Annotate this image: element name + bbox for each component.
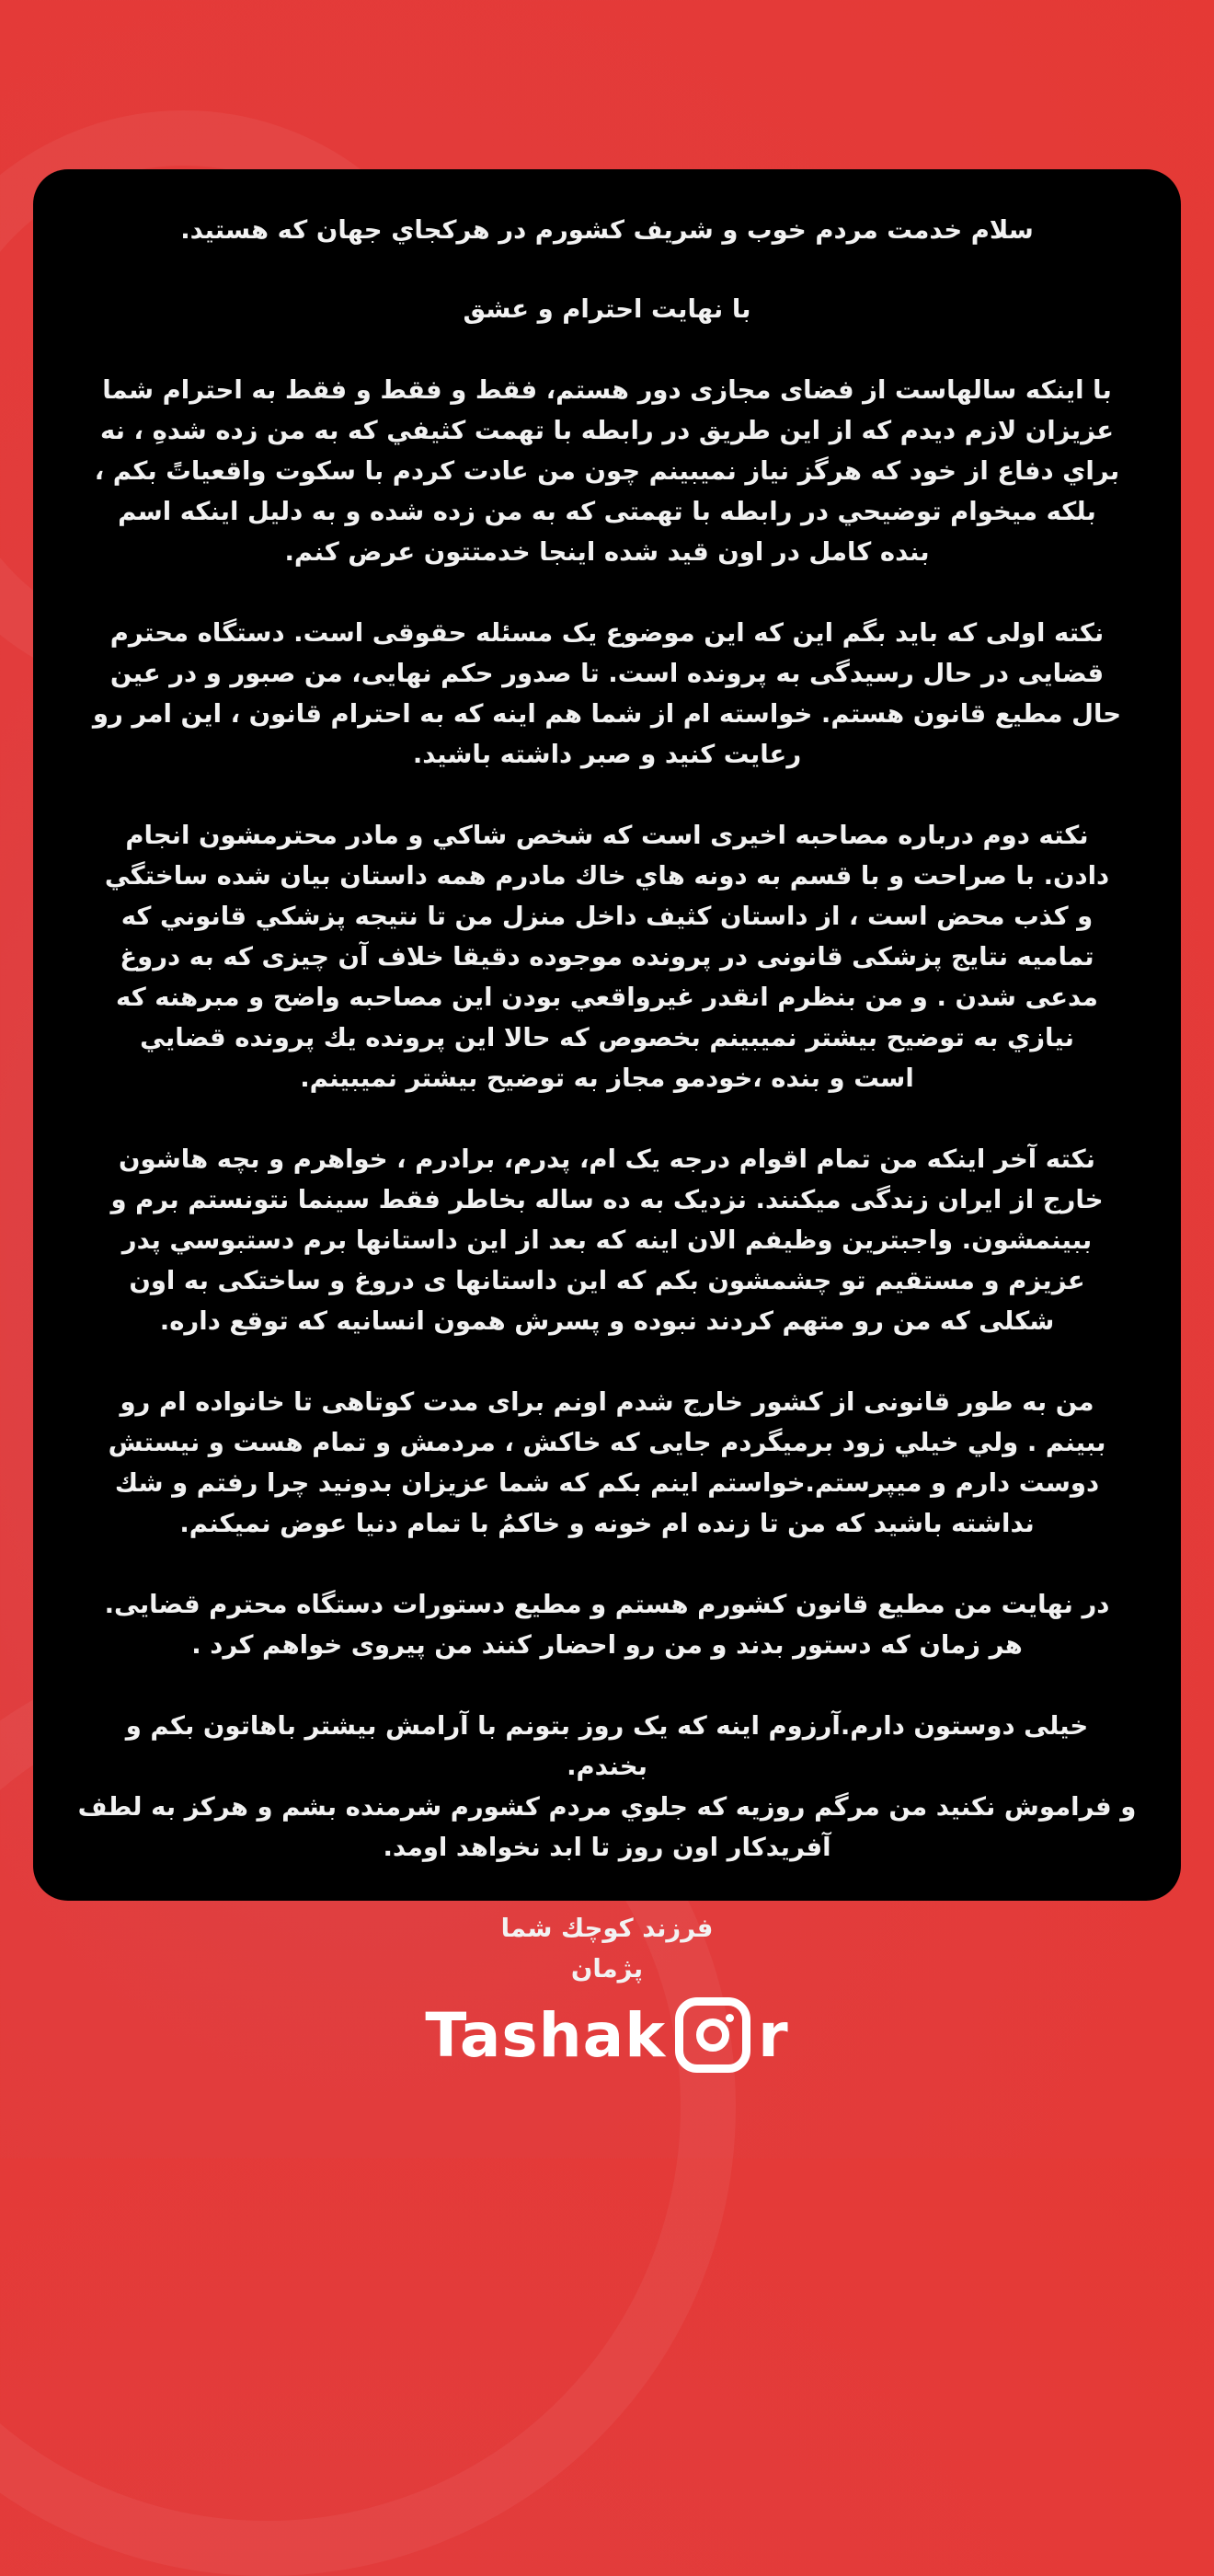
statement-paragraph: با اینکه سالهاست از فضای مجازی دور هستم، فقط و فقط و فقط به احترام شما عزیزان لازم دیدم که از این طریق در رابطه با تهمت کثیفي که به من زده شدهِ ، نه براي دفاع از خود که هرگز نیاز نمیبینم چون من عادت کردم با سکوت واقعیاتً بکم ، بلکه میخوام توضیحي در رابطه با تهمتی که به من زده شده و به دلیل اینکه اسم بنده کامل در اون قید شده اینجا خدمتتون عرض کنم.: [94, 375, 1120, 567]
camera-dot-icon: [726, 2014, 734, 2022]
camera-lens-icon: [696, 2018, 729, 2052]
signature-line: فرزند کوچك شما: [500, 1914, 714, 1943]
salutation-line: با نهایت احترام و عشق: [463, 294, 751, 324]
statement-paragraph: من به طور قانونی از کشور خارج شدم اونم برای مدت کوتاهی تا خانواده ام رو ببینم . ولي خیلي زود برمیگردم جایی که خاکش ، مردمش و تمام هست و نیستش دوست دارم و میپرستم.خواستم اینم بکم که شما عزیزان بدونید چرا رفتم و شك نداشته باشید که من تا زنده ام خونه و خاکمُ با تمام دنیا عوض نمیکنم.: [108, 1387, 1106, 1538]
brand-text-end: r: [758, 1999, 789, 2071]
brand-text-start: Tashak: [425, 1999, 667, 2071]
statement-paragraph: نکته دوم درباره مصاحبه اخیری است که شخص شاکي و مادر محترمشون انجام دادن. با صراحت و با قسم به دونه هاي خاك مادرم همه داستان بیان شده ساختگي و کذب محض است ، از داستان کثیف داخل منزل من تا نتیجه پزشکي قانوني که تمامیه نتایج پزشکی قانونی در پرونده موجوده دقیقا خلاف آن چیزی که به دروغ مدعی شدن . و من بنظرم انقدر غیرواقعي بودن این مصاحبه واضح و مبرهنه که نیازي به توضیح بیشتر نمیبینم بخصوص که حالا این پرونده یك پرونده قضایي است و بنده ،خودمو مجاز به توضیح بیشتر نمیبینم.: [104, 821, 1110, 1093]
signature-name: پژمان: [570, 1954, 644, 1984]
greeting-line: سلام خدمت مردم خوب و شریف کشورم در هرکجاي جهان که هستید.: [180, 215, 1034, 245]
statement-card: [33, 169, 1181, 1984]
statement-paragraph: نکته آخر اینکه من تمام اقوام درجه یک ام، پدرم، برادرم ، خواهرم و بچه هاشون خارج از ایران زندگی میکنند. نزدیک به ده ساله بخاطر فقط سینما نتونستم برم و ببینمشون. واجبترین وظیفم الان اینه که بعد از این داستانها برم دستبوسي پدر عزیزم و مستقیم تو چشمشون بکم که این داستانها ی دروغ و ساختکی به اون شکلی که من رو متهم کردند نبوده و پسرش همون انسانیه که توقع داره.: [110, 1144, 1104, 1336]
statement-paragraph: در نهایت من مطیع قانون کشورم هستم و مطیع دستورات دستگاه محترم قضایی. هر زمان که دستور بدند و من رو احضار کنند من پیروی خواهم کرد .: [104, 1590, 1110, 1660]
instagram-camera-icon: [675, 1997, 750, 2073]
statement-paragraph: خیلی دوستون دارم.آرزوم اینه که یک روز بتونم با آرامش بیشتر باهاتون بکم و بخندم. و فراموش نکنید من مرگم روزیه که جلوي مردم کشورم شرمنده بشم و هرکز به لطف آفریدکار اون روز تا ابد نخواهد اومد.: [77, 1711, 1137, 1862]
brand-watermark: [0, 1989, 1214, 2081]
statement-paragraph: نکته اولی که باید بگم این که این موضوع یک مسئله حقوقی است. دستگاه محترم قضایی در حال رسیدگی به پرونده است. تا صدور حکم نهایی، من صبور و در عین حال مطیع قانون هستم. خواسته ام از شما هم اینه که به احترام قانون ، این امر رو رعایت کنید و صبر داشته باشید.: [92, 618, 1122, 769]
